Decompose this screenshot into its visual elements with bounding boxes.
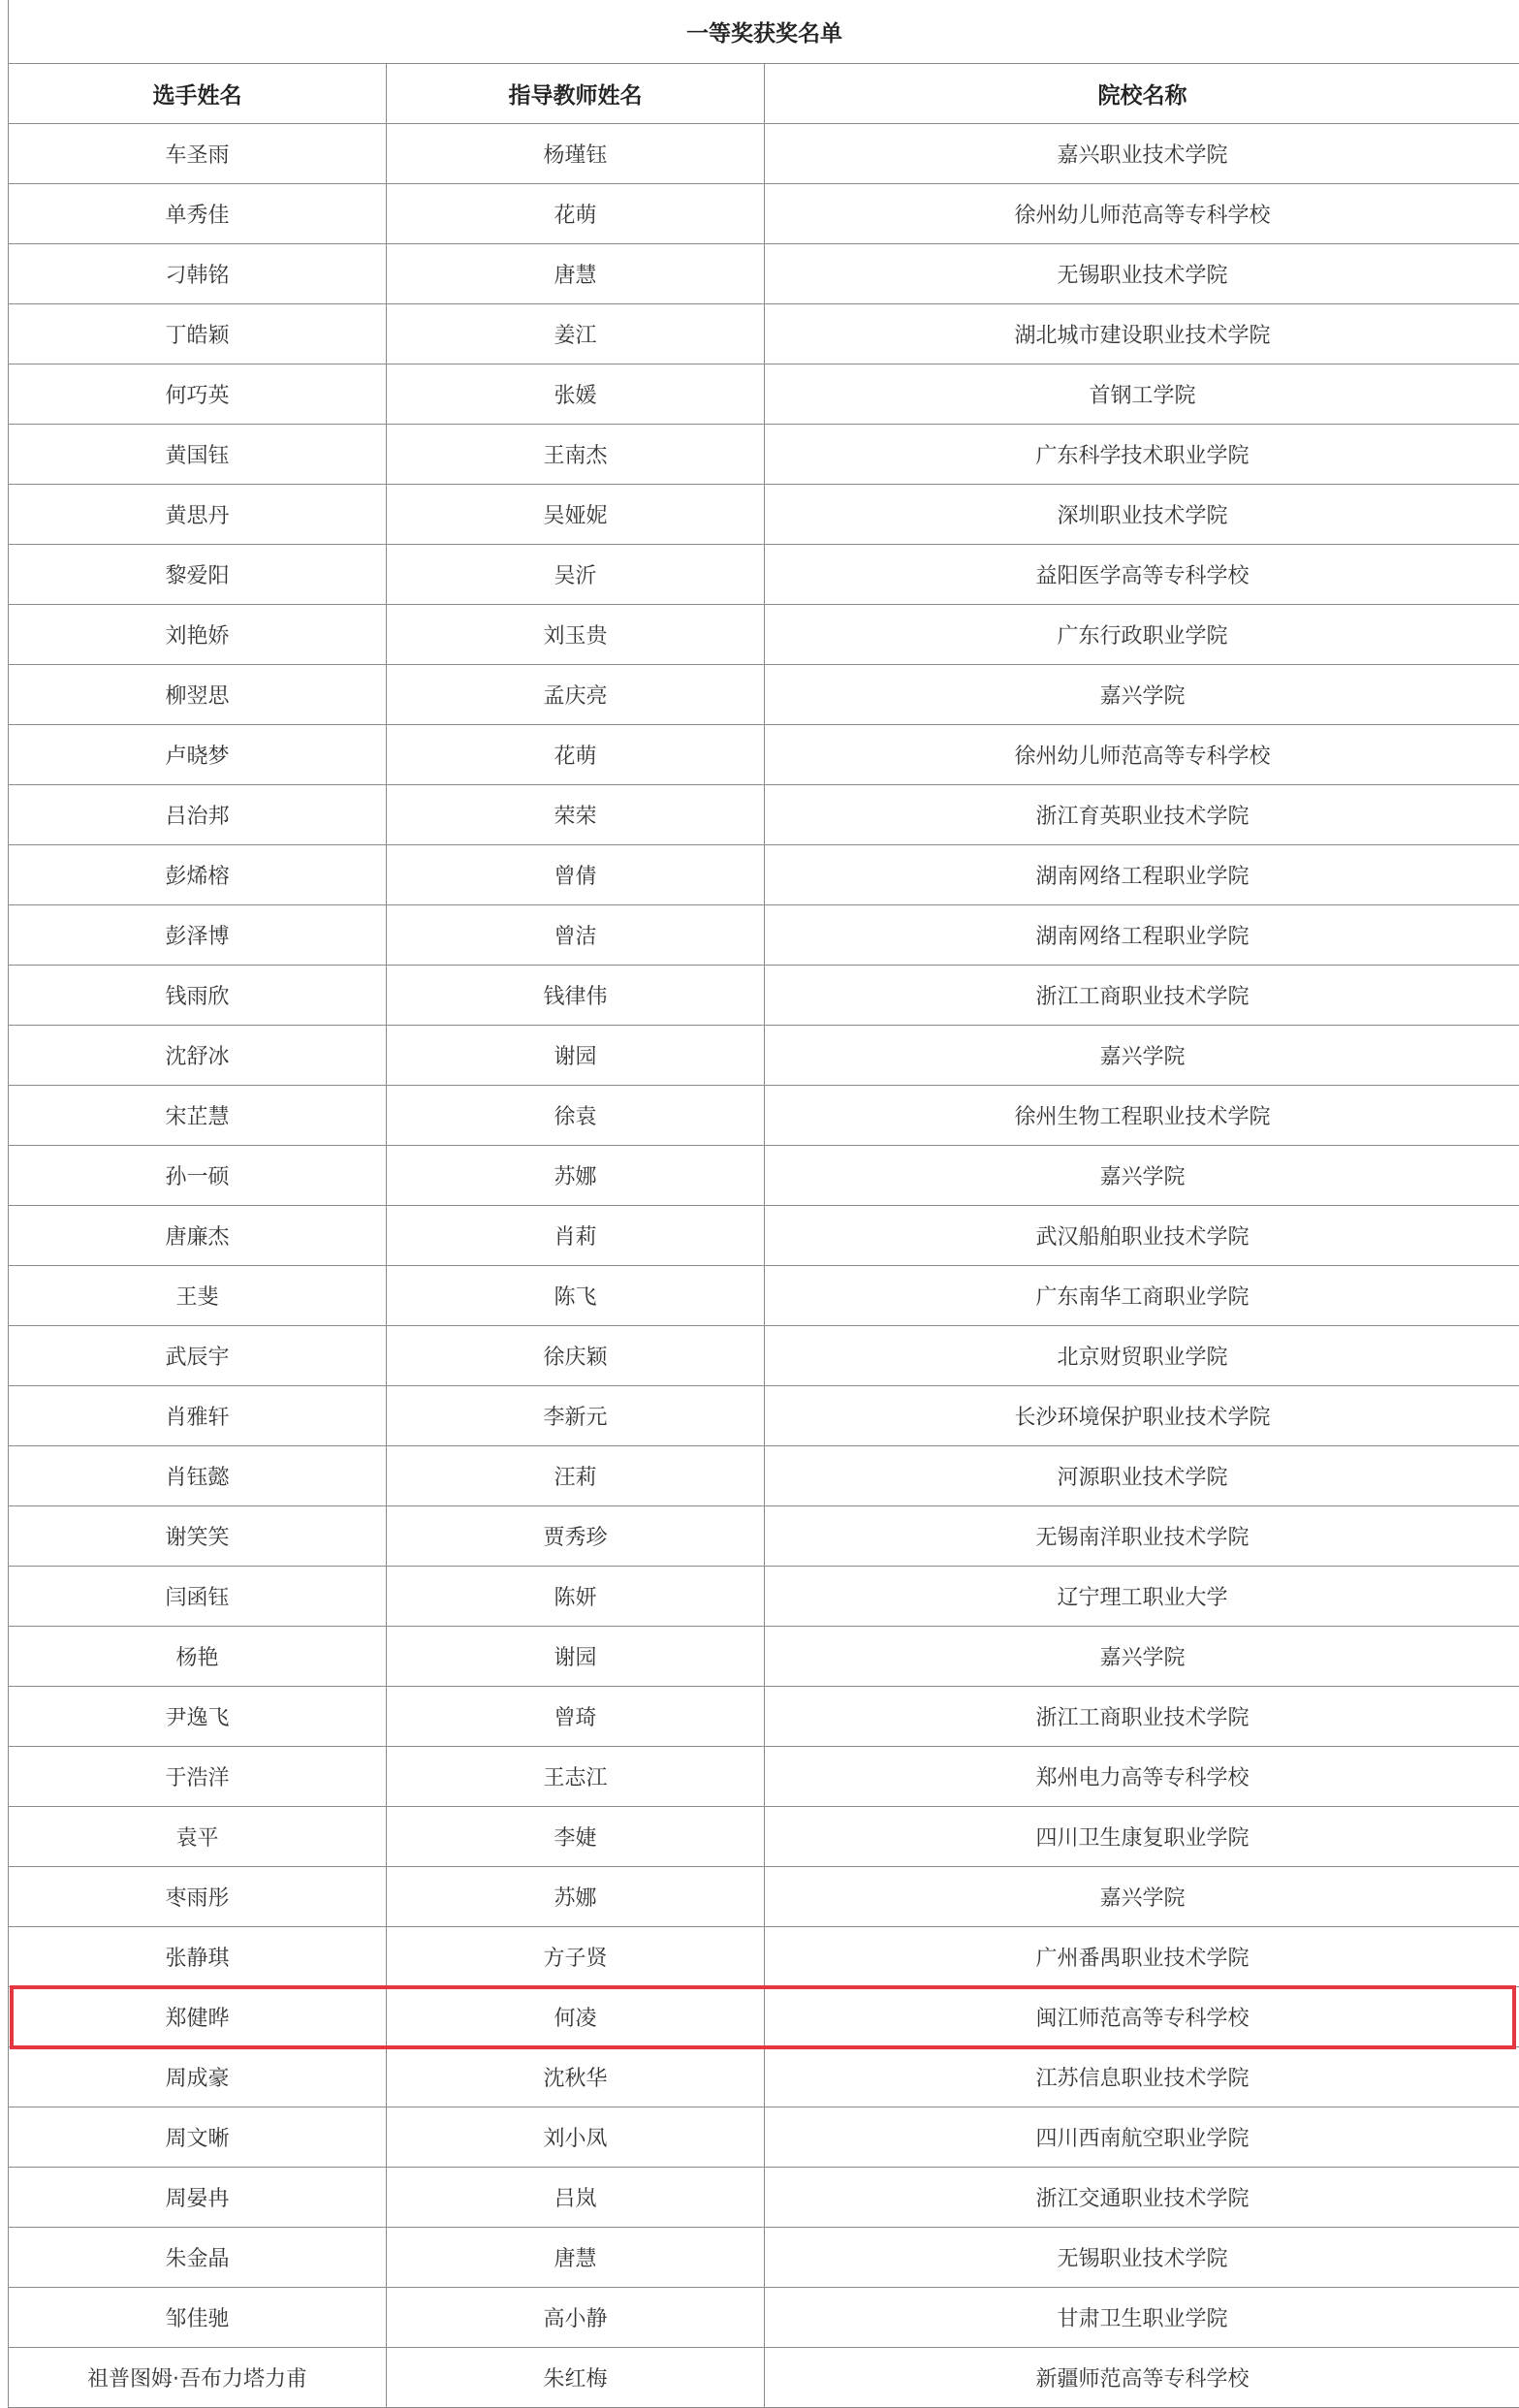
school-name-cell: 四川卫生康复职业学院: [765, 1807, 1519, 1867]
school-name-cell: 四川西南航空职业学院: [765, 2107, 1519, 2168]
table-row: [9, 1867, 1519, 1927]
contestant-name-cell: 周晏冉: [9, 2168, 387, 2228]
teacher-name-cell: 贾秀珍: [387, 1506, 765, 1567]
teacher-name-cell: 吕岚: [387, 2168, 765, 2228]
table-row: [9, 1687, 1519, 1747]
contestant-name-cell: 武辰宇: [9, 1326, 387, 1386]
teacher-name-cell: 谢园: [387, 1627, 765, 1687]
school-name-cell: 湖南网络工程职业学院: [765, 905, 1519, 966]
contestant-name-cell: 郑健晔: [9, 1987, 387, 2047]
school-name-cell: 嘉兴学院: [765, 1867, 1519, 1927]
school-name-cell: 新疆师范高等专科学校: [765, 2348, 1519, 2408]
teacher-name-cell: 谢园: [387, 1026, 765, 1086]
school-name-cell: 浙江交通职业技术学院: [765, 2168, 1519, 2228]
table-title: 一等奖获奖名单: [9, 0, 1519, 64]
teacher-name-cell: 汪莉: [387, 1446, 765, 1506]
school-name-cell: 闽江师范高等专科学校: [765, 1987, 1519, 2047]
table-row: [9, 725, 1519, 785]
contestant-name-cell: 肖钰懿: [9, 1446, 387, 1506]
contestant-name-cell: 刁韩铭: [9, 244, 387, 304]
contestant-name-cell: 钱雨欣: [9, 966, 387, 1026]
school-name-cell: 益阳医学高等专科学校: [765, 545, 1519, 605]
contestant-name-cell: 谢笑笑: [9, 1506, 387, 1567]
school-name-cell: 广东科学技术职业学院: [765, 425, 1519, 485]
teacher-name-cell: 曾倩: [387, 845, 765, 905]
contestant-name-cell: 唐廉杰: [9, 1206, 387, 1266]
table-row: [9, 425, 1519, 485]
contestant-name-cell: 黄思丹: [9, 485, 387, 545]
contestant-name-cell: 张静琪: [9, 1927, 387, 1987]
table-row: [9, 1386, 1519, 1446]
school-name-cell: 北京财贸职业学院: [765, 1326, 1519, 1386]
table-row: [9, 2047, 1519, 2107]
table-row: [9, 1506, 1519, 1567]
contestant-name-cell: 枣雨彤: [9, 1867, 387, 1927]
school-name-cell: 徐州幼儿师范高等专科学校: [765, 184, 1519, 244]
table-row: [9, 1086, 1519, 1146]
table-row: [9, 1266, 1519, 1326]
school-name-cell: 长沙环境保护职业技术学院: [765, 1386, 1519, 1446]
school-name-cell: 郑州电力高等专科学校: [765, 1747, 1519, 1807]
teacher-name-cell: 徐庆颖: [387, 1326, 765, 1386]
table-row: [9, 1446, 1519, 1506]
contestant-name-cell: 邹佳驰: [9, 2288, 387, 2348]
teacher-name-cell: 苏娜: [387, 1867, 765, 1927]
contestant-name-cell: 黎爱阳: [9, 545, 387, 605]
contestant-name-cell: 杨艳: [9, 1627, 387, 1687]
contestant-name-cell: 单秀佳: [9, 184, 387, 244]
table-row: [9, 665, 1519, 725]
teacher-name-cell: 孟庆亮: [387, 665, 765, 725]
school-name-cell: 广州番禺职业技术学院: [765, 1927, 1519, 1987]
contestant-name-cell: 肖雅轩: [9, 1386, 387, 1446]
contestant-name-cell: 孙一硕: [9, 1146, 387, 1206]
school-name-cell: 河源职业技术学院: [765, 1446, 1519, 1506]
contestant-name-cell: 周成豪: [9, 2047, 387, 2107]
school-name-cell: 江苏信息职业技术学院: [765, 2047, 1519, 2107]
table-header-row: [9, 64, 1519, 124]
teacher-name-cell: 朱红梅: [387, 2348, 765, 2408]
table-row: [9, 1026, 1519, 1086]
table-row: [9, 1146, 1519, 1206]
contestant-name-cell: 于浩洋: [9, 1747, 387, 1807]
table-row: [9, 1927, 1519, 1987]
table-row: [9, 1987, 1519, 2047]
teacher-name-cell: 李新元: [387, 1386, 765, 1446]
school-name-cell: 湖北城市建设职业技术学院: [765, 304, 1519, 364]
teacher-name-cell: 刘玉贵: [387, 605, 765, 665]
contestant-name-cell: 柳翌思: [9, 665, 387, 725]
header-teacher-name: 指导教师姓名: [387, 64, 765, 124]
school-name-cell: 嘉兴学院: [765, 1026, 1519, 1086]
contestant-name-cell: 祖普图姆·吾布力塔力甫: [9, 2348, 387, 2408]
contestant-name-cell: 何巧英: [9, 364, 387, 425]
table-row: [9, 845, 1519, 905]
contestant-name-cell: 袁平: [9, 1807, 387, 1867]
school-name-cell: 浙江育英职业技术学院: [765, 785, 1519, 845]
table-row: [9, 1807, 1519, 1867]
contestant-name-cell: 沈舒冰: [9, 1026, 387, 1086]
teacher-name-cell: 荣荣: [387, 785, 765, 845]
teacher-name-cell: 钱律伟: [387, 966, 765, 1026]
teacher-name-cell: 徐袁: [387, 1086, 765, 1146]
award-list-container: [8, 0, 1519, 2408]
teacher-name-cell: 吴沂: [387, 545, 765, 605]
teacher-name-cell: 李婕: [387, 1807, 765, 1867]
school-name-cell: 辽宁理工职业大学: [765, 1567, 1519, 1627]
table-row: [9, 2107, 1519, 2168]
contestant-name-cell: 丁皓颖: [9, 304, 387, 364]
table-row: [9, 2168, 1519, 2228]
contestant-name-cell: 刘艳娇: [9, 605, 387, 665]
contestant-name-cell: 朱金晶: [9, 2228, 387, 2288]
header-school-name: 院校名称: [765, 64, 1519, 124]
contestant-name-cell: 车圣雨: [9, 124, 387, 184]
school-name-cell: 深圳职业技术学院: [765, 485, 1519, 545]
teacher-name-cell: 曾琦: [387, 1687, 765, 1747]
table-row: [9, 1326, 1519, 1386]
school-name-cell: 嘉兴学院: [765, 1627, 1519, 1687]
contestant-name-cell: 王斐: [9, 1266, 387, 1326]
school-name-cell: 首钢工学院: [765, 364, 1519, 425]
teacher-name-cell: 张媛: [387, 364, 765, 425]
table-row: [9, 124, 1519, 184]
school-name-cell: 嘉兴职业技术学院: [765, 124, 1519, 184]
table-title-row: [9, 0, 1519, 64]
table-row: [9, 2228, 1519, 2288]
school-name-cell: 嘉兴学院: [765, 1146, 1519, 1206]
school-name-cell: 武汉船舶职业技术学院: [765, 1206, 1519, 1266]
teacher-name-cell: 花萌: [387, 184, 765, 244]
teacher-name-cell: 吴娅妮: [387, 485, 765, 545]
school-name-cell: 广东南华工商职业学院: [765, 1266, 1519, 1326]
school-name-cell: 无锡南洋职业技术学院: [765, 1506, 1519, 1567]
school-name-cell: 浙江工商职业技术学院: [765, 1687, 1519, 1747]
teacher-name-cell: 陈飞: [387, 1266, 765, 1326]
teacher-name-cell: 苏娜: [387, 1146, 765, 1206]
school-name-cell: 徐州生物工程职业技术学院: [765, 1086, 1519, 1146]
school-name-cell: 徐州幼儿师范高等专科学校: [765, 725, 1519, 785]
school-name-cell: 甘肃卫生职业学院: [765, 2288, 1519, 2348]
teacher-name-cell: 沈秋华: [387, 2047, 765, 2107]
teacher-name-cell: 陈妍: [387, 1567, 765, 1627]
school-name-cell: 浙江工商职业技术学院: [765, 966, 1519, 1026]
table-row: [9, 966, 1519, 1026]
table-row: [9, 244, 1519, 304]
teacher-name-cell: 王志江: [387, 1747, 765, 1807]
table-row: [9, 905, 1519, 966]
table-row: [9, 545, 1519, 605]
table-row: [9, 2288, 1519, 2348]
table-row: [9, 1747, 1519, 1807]
header-contestant-name: 选手姓名: [9, 64, 387, 124]
teacher-name-cell: 姜江: [387, 304, 765, 364]
school-name-cell: 无锡职业技术学院: [765, 2228, 1519, 2288]
table-row: [9, 1627, 1519, 1687]
table-row: [9, 605, 1519, 665]
teacher-name-cell: 花萌: [387, 725, 765, 785]
teacher-name-cell: 方子贤: [387, 1927, 765, 1987]
teacher-name-cell: 刘小凤: [387, 2107, 765, 2168]
contestant-name-cell: 卢晓梦: [9, 725, 387, 785]
teacher-name-cell: 肖莉: [387, 1206, 765, 1266]
table-row: [9, 364, 1519, 425]
teacher-name-cell: 何凌: [387, 1987, 765, 2047]
contestant-name-cell: 闫函钰: [9, 1567, 387, 1627]
contestant-name-cell: 宋芷慧: [9, 1086, 387, 1146]
table-row: [9, 304, 1519, 364]
table-row: [9, 1206, 1519, 1266]
contestant-name-cell: 尹逸飞: [9, 1687, 387, 1747]
teacher-name-cell: 高小静: [387, 2288, 765, 2348]
school-name-cell: 无锡职业技术学院: [765, 244, 1519, 304]
table-row: [9, 485, 1519, 545]
table-row: [9, 184, 1519, 244]
table-row: [9, 2348, 1519, 2408]
table-row: [9, 1567, 1519, 1627]
school-name-cell: 广东行政职业学院: [765, 605, 1519, 665]
contestant-name-cell: 黄国钰: [9, 425, 387, 485]
table-row: [9, 785, 1519, 845]
teacher-name-cell: 杨瑾钰: [387, 124, 765, 184]
teacher-name-cell: 曾洁: [387, 905, 765, 966]
contestant-name-cell: 彭烯榕: [9, 845, 387, 905]
teacher-name-cell: 唐慧: [387, 244, 765, 304]
teacher-name-cell: 唐慧: [387, 2228, 765, 2288]
teacher-name-cell: 王南杰: [387, 425, 765, 485]
school-name-cell: 湖南网络工程职业学院: [765, 845, 1519, 905]
contestant-name-cell: 周文晰: [9, 2107, 387, 2168]
award-table: [8, 0, 1519, 2408]
contestant-name-cell: 吕治邦: [9, 785, 387, 845]
contestant-name-cell: 彭泽博: [9, 905, 387, 966]
school-name-cell: 嘉兴学院: [765, 665, 1519, 725]
